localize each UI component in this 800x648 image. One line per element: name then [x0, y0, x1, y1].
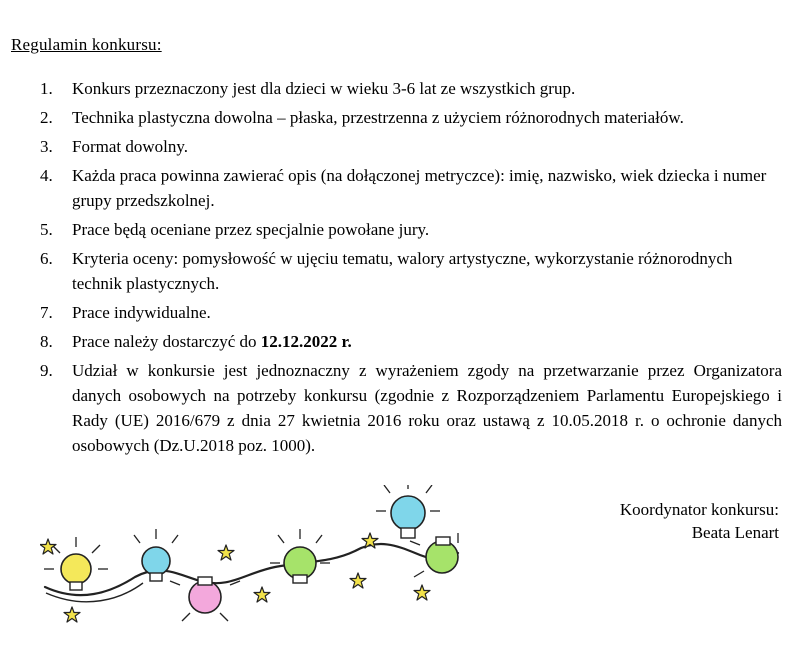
star-icon: [64, 607, 80, 622]
rule-number: 5.: [40, 220, 53, 239]
coordinator-name: Beata Lenart: [691, 523, 779, 542]
rule-item: [40, 105, 782, 130]
rules-list: [40, 76, 782, 462]
bulb-green: [170, 577, 240, 621]
rule-item: [40, 163, 782, 213]
rule-text: [72, 329, 782, 354]
rule-text: Prace indywidualne.: [72, 303, 211, 322]
rule-number: 9.: [40, 361, 53, 380]
rule-number: 8.: [40, 332, 53, 351]
star-icon: [414, 585, 430, 600]
rule-item: [40, 76, 782, 101]
rule-text: Konkurs przeznaczony jest dla dzieci w wieku 3-6 lat ze wszystkich grup.: [72, 79, 576, 98]
rule-text: Technika plastyczna dowolna – płaska, przestrzenna z użyciem różnorodnych materiałów.: [72, 108, 684, 127]
rule-number: 6.: [40, 249, 53, 268]
coordinator-title: Koordynator konkursu:: [619, 500, 779, 519]
deadline-date: 12.12.2022 r.: [260, 332, 352, 351]
rule-number: 4.: [40, 166, 53, 185]
rule-item: [40, 217, 782, 242]
rule-number: 7.: [40, 303, 53, 322]
star-icon: [40, 539, 56, 554]
coordinator-block: [620, 498, 779, 544]
rule-text: Każda praca powinna zawierać opis (na dołączonej metryczce): imię, nazwisko, wiek dziecka i numer grupy przedszkolnej.: [72, 166, 767, 210]
rule-item: [40, 329, 782, 354]
star-icon: [218, 545, 234, 560]
rule-number: 3.: [40, 137, 53, 156]
rule-number: 2.: [40, 108, 53, 127]
string-lights-icon: [40, 485, 460, 635]
rule-item: [40, 246, 782, 296]
rule-text: Udział w konkursie jest jednoznaczny z wyrażeniem zgody na przetwarzanie przez Organizatora danych osobowych na potrzeby konkursu (zgodnie z Rozporządzeniem Parlamentu Europejskiego i Rady (UE) 2016/679 z dnia 27 kwietnia 2016 roku oraz ustawą z 10.05.2018 r. o ochronie danych osobowych (Dz.U.2018 poz. 1000).: [72, 361, 782, 455]
rule-text: Kryteria oceny: pomysłowość w ujęciu tematu, walory artystyczne, wykorzystanie różnorodnych technik plastycznych.: [72, 249, 733, 293]
star-icon: [350, 573, 366, 588]
bulb-pink: [270, 529, 330, 583]
rule-item: [40, 300, 782, 325]
rules-heading: Regulamin konkursu:: [11, 35, 162, 54]
star-icon: [254, 587, 270, 602]
rule-text: Format dowolny.: [72, 137, 189, 156]
rule-text: Prace będą oceniane przez specjalnie powołane jury.: [72, 220, 430, 239]
bulb-cyan-top: [376, 485, 440, 538]
rule-number: 1.: [40, 79, 53, 98]
rule-item: [40, 134, 782, 159]
rule-item: [40, 358, 782, 458]
rule-text-lead: Prace należy dostarczyć do: [72, 332, 261, 351]
